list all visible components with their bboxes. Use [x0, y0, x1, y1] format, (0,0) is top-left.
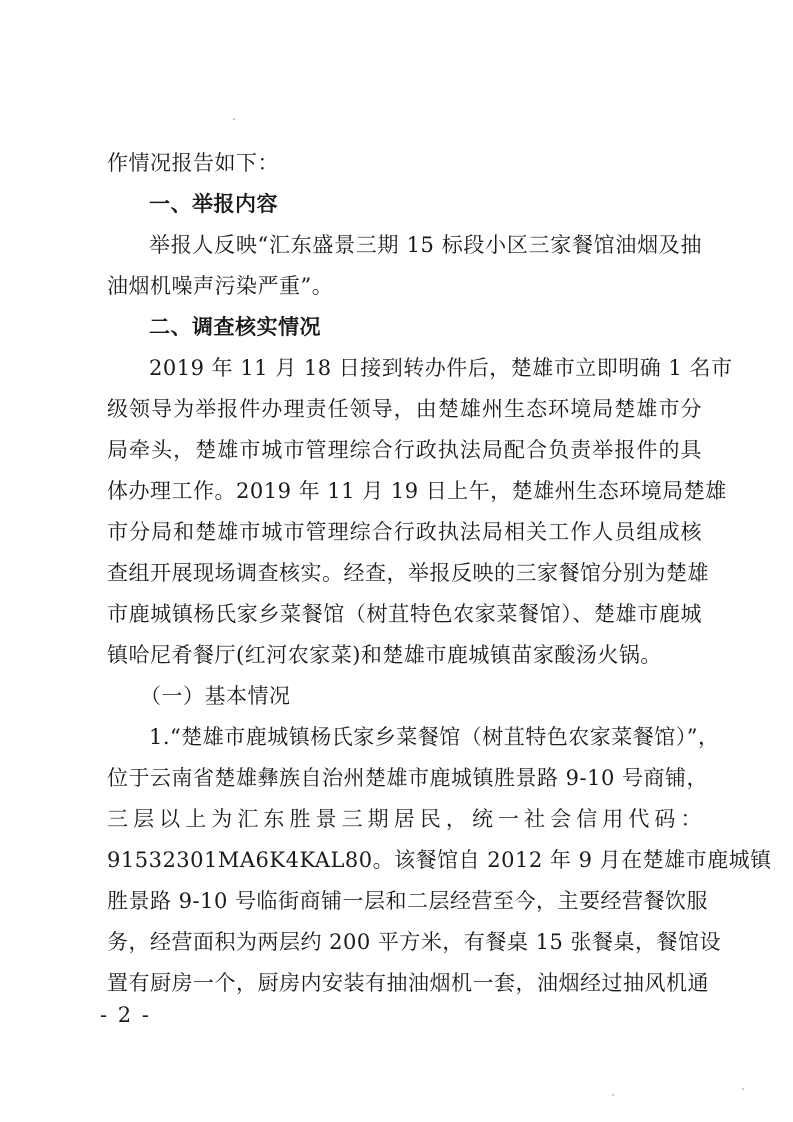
paragraph-line: 级领导为举报件办理责任领导，由楚雄州生态环境局楚雄市分 — [107, 397, 702, 421]
page-number: - 2 - — [100, 1003, 151, 1027]
section-heading: 二、调查核实情况 — [149, 315, 321, 339]
paragraph-line: 置有厨房一个，厨房内安装有抽油烟机一套，油烟经过抽风机通 — [107, 971, 709, 995]
paragraph-line: 局牵头，楚雄市城市管理综合行政执法局配合负责举报件的具 — [107, 438, 702, 462]
paragraph-line: 体办理工作。2019 年 11 月 19 日上午，楚雄州生态环境局楚雄 — [107, 479, 727, 503]
paragraph-line: 2019 年 11 月 18 日接到转办件后，楚雄市立即明确 1 名市 — [149, 356, 733, 380]
paragraph-line: 三层以上为汇东胜景三期居民，统一社会信用代码： — [107, 807, 702, 831]
paragraph-line: 查组开展现场调查核实。经查，举报反映的三家餐馆分别为楚雄 — [107, 561, 709, 585]
paragraph-line: 务，经营面积为两层约 200 平方米，有餐桌 15 张餐桌，餐馆设 — [107, 930, 722, 954]
paragraph-line: 91532301MA6K4KAL80。该餐馆自 2012 年 9 月在楚雄市鹿城镇 — [107, 848, 772, 872]
scan-speck — [742, 1088, 744, 1090]
paragraph-line: 镇哈尼肴餐厅(红河农家菜)和楚雄市鹿城镇苗家酸汤火锅。 — [107, 643, 662, 667]
section-heading: 一、举报内容 — [149, 192, 278, 216]
paragraph-line: 1.“楚雄市鹿城镇杨氏家乡菜餐馆（树苴特色农家菜餐馆）”， — [149, 725, 720, 749]
paragraph-line: 位于云南省楚雄彝族自治州楚雄市鹿城镇胜景路 9-10 号商铺， — [107, 766, 709, 790]
paragraph-line: 胜景路 9-10 号临街商铺一层和二层经营至今，主要经营餐饮服 — [107, 889, 709, 913]
paragraph-line: 市鹿城镇杨氏家乡菜餐馆（树苴特色农家菜餐馆）、楚雄市鹿城 — [107, 602, 702, 626]
subsection-heading: （一）基本情况 — [140, 684, 291, 708]
paragraph-line: 举报人反映“汇东盛景三期 15 标段小区三家餐馆油烟及抽 — [149, 233, 702, 257]
paragraph-line: 作情况报告如下： — [107, 151, 279, 175]
scan-speck — [233, 118, 235, 120]
scan-speck — [612, 1094, 614, 1096]
paragraph-line: 油烟机噪声污染严重”。 — [107, 274, 334, 298]
paragraph-line: 市分局和楚雄市城市管理综合行政执法局相关工作人员组成核 — [107, 520, 702, 544]
